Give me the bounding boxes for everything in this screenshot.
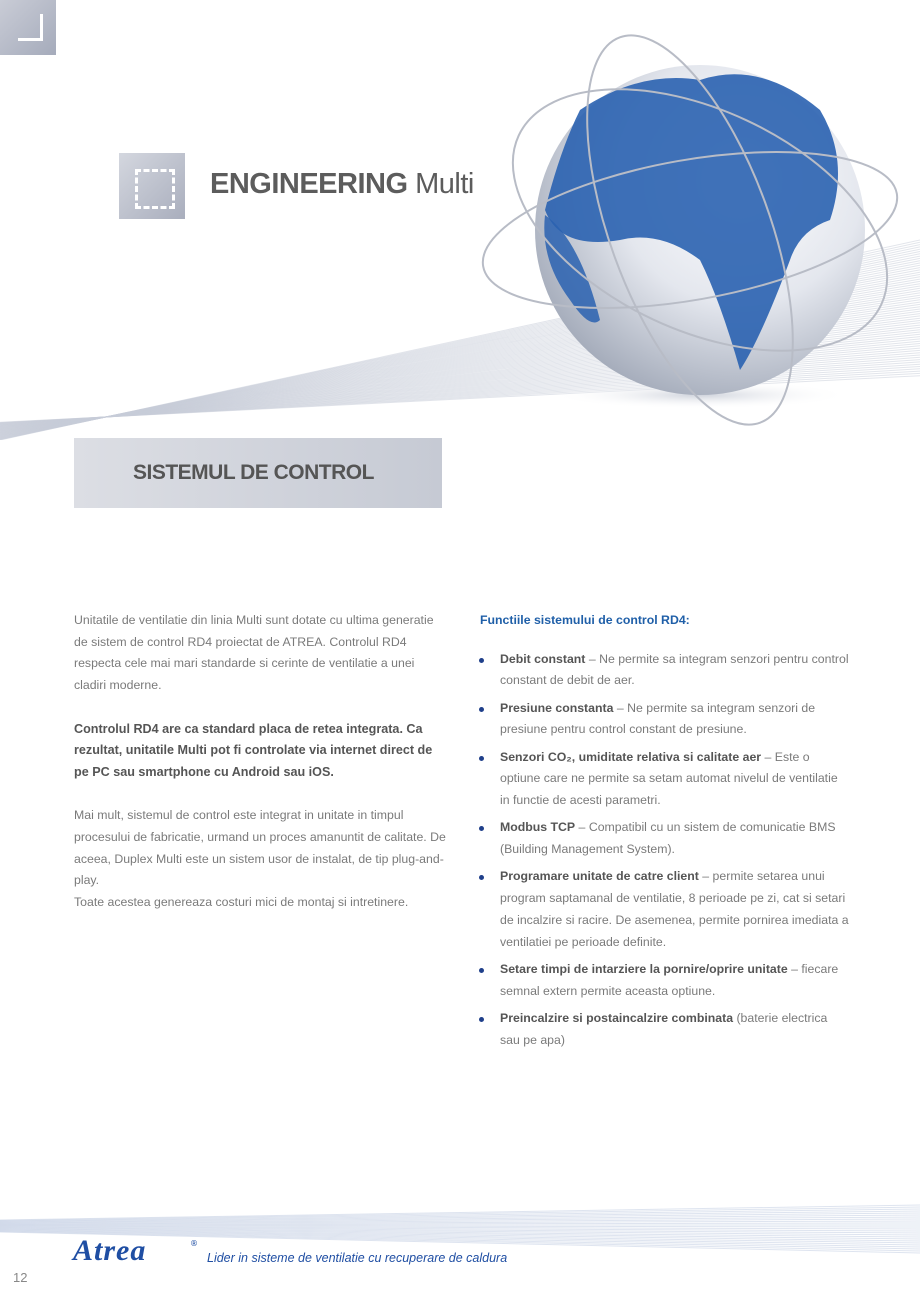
feature-item (475, 698, 850, 741)
feature-name: Presiune constanta (500, 700, 614, 715)
globe-illustration (0, 0, 920, 440)
feature-name: Senzori CO₂, umiditate relativa si calitate aer (500, 749, 762, 764)
page-number: 12 (13, 1270, 28, 1285)
feature-name: Setare timpi de intarziere la pornire/oprire unitate (500, 961, 788, 976)
title-bold: ENGINEERING (210, 168, 408, 200)
feature-name: Debit constant (500, 651, 586, 666)
feature-desc: – Ne permite sa integram senzori pentru control constant de debit de aer. (500, 651, 849, 688)
engineering-icon (119, 153, 185, 219)
features-column (475, 610, 850, 1057)
bullet-icon (479, 707, 484, 712)
paragraph: Unitatile de ventilatie din linia Multi sunt dotate cu ultima generatie de sistem de control RD4 proiectat de ATREA. Controlul RD4 respecta cele mai mari standarde si cerinte de ventilatie a unei cladiri moderne. (74, 613, 434, 693)
feature-item (475, 817, 850, 860)
page-title (210, 168, 474, 201)
section-header (74, 438, 442, 508)
bullet-icon (479, 658, 484, 663)
feature-desc: – fiecare semnal extern permite aceasta optiune. (500, 961, 839, 998)
paragraph: Toate acestea genereaza costuri mici de montaj si intretinere. (74, 895, 409, 910)
feature-desc: – permite setarea unui program saptamanal de ventilatie, 8 perioade pe zi, cat si setari de incalzire si racire. De asemenea, permite pornirea imediata a ventilatiei pe perioade definite. (500, 869, 849, 949)
feature-item (475, 959, 850, 1002)
feature-desc: – Compatibil cu un sistem de comunicatie BMS (Building Management System). (500, 820, 836, 857)
feature-name: Programare unitate de catre client (500, 869, 699, 884)
slogan: Lider in sisteme de ventilatie cu recuperare de caldura (207, 1251, 508, 1265)
bullet-icon (479, 1017, 484, 1022)
feature-item (475, 747, 850, 812)
feature-item (475, 1008, 850, 1051)
bullet-icon (479, 756, 484, 761)
bullet-icon (479, 826, 484, 831)
feature-desc: – Ne permite sa integram senzori de presiune pentru control constant de presiune. (500, 700, 816, 737)
corner-mark (0, 0, 56, 55)
bullet-icon (479, 875, 484, 880)
features-heading: Functiile sistemului de control RD4: (480, 613, 690, 627)
registered-mark: ® (190, 1239, 198, 1248)
atrea-logo: Atrea (73, 1234, 147, 1267)
feature-item (475, 649, 850, 692)
feature-name: Preincalzire si postaincalzire combinata (500, 1010, 734, 1025)
feature-item (475, 866, 850, 953)
bullet-icon (479, 968, 484, 973)
feature-name: Modbus TCP (500, 820, 576, 835)
title-light: Multi (415, 168, 474, 200)
section-title: SISTEMUL DE CONTROL (133, 461, 374, 484)
feature-desc: (baterie electrica sau pe apa) (500, 1010, 828, 1047)
paragraph: Mai mult, sistemul de control este integrat in unitate in timpul procesului de fabricatie, urmand un proces amanuntit de calitate. De aceea, Duplex Multi este un sistem usor de instalat, de tip plug-and-play. (74, 808, 446, 888)
intro-column (74, 610, 446, 914)
feature-desc: – Este o optiune care ne permite sa setam automat nivelul de ventilatie in functie de acesti parametri. (500, 749, 838, 808)
highlight-paragraph: Controlul RD4 are ca standard placa de retea integrata. Ca rezultat, unitatile Multi pot fi controlate via internet direct de pe PC sau smartphone cu Android sau iOS. (74, 721, 433, 779)
